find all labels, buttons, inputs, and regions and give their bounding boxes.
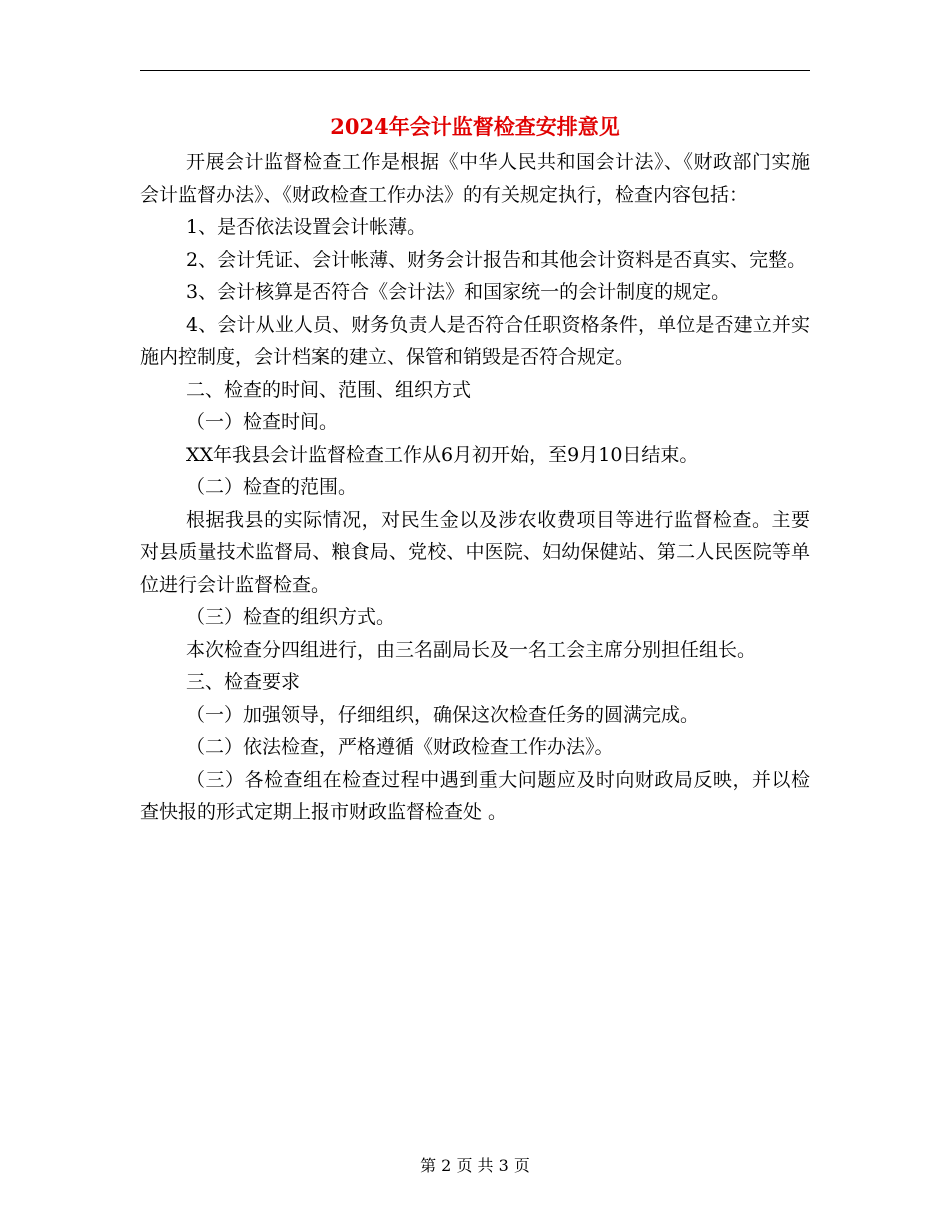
subheading-organization: （三）检查的组织方式。	[186, 606, 396, 628]
paragraph-item-4: 4、会计从业人员、财务负责人是否符合任职资格条件，单位是否建立并实施内控制度，会计档案的建立、保管和销毁是否符合规定。	[140, 313, 810, 368]
paragraph-scope: 根据我县的实际情况，对民生金以及涉农收费项目等进行监督检查。主要对县质量技术监督局、粮食局、党校、中医院、妇幼保健站、第二人民医院等单位进行会计监督检查。	[140, 508, 810, 596]
paragraph-item-2: 2、会计凭证、会计帐薄、财务会计报告和其他会计资料是否真实、完整。	[186, 248, 807, 271]
paragraph-time: XX年我县会计监督检查工作从6月初开始，至9月10日结束。	[186, 443, 699, 466]
header-rule	[140, 70, 810, 71]
section-heading-3: 三、检查要求	[186, 671, 301, 693]
requirement-3: （三）各检查组在检查过程中遇到重大问题应及时向财政局反映，并以检查快报的形式定期上报市财政监督检查处 。	[140, 768, 810, 823]
paragraph-item-3: 3、会计核算是否符合《会计法》和国家统一的会计制度的规定。	[186, 281, 731, 303]
paragraph-item-1: 1、是否依法设置会计帐薄。	[186, 216, 427, 238]
paragraph-intro: 开展会计监督检查工作是根据《中华人民共和国会计法》、《财政部门实施会计监督办法》、《财政检查工作办法》的有关规定执行，检查内容包括：	[140, 151, 810, 206]
page-footer: 第 2 页 共 3 页	[420, 1156, 530, 1175]
subheading-time: （一）检查时间。	[186, 411, 339, 433]
section-heading-2: 二、检查的时间、范围、组织方式	[186, 378, 472, 401]
subheading-scope: （二）检查的范围。	[186, 476, 358, 498]
document-title: 2024年会计监督检查安排意见	[330, 114, 620, 139]
paragraph-organization: 本次检查分四组进行，由三名副局长及一名工会主席分别担任组长。	[186, 638, 757, 661]
requirement-2: （二）依法检查，严格遵循《财政检查工作办法》。	[186, 736, 614, 758]
requirement-1: （一）加强领导，仔细组织，确保这次检查任务的圆满完成。	[186, 703, 700, 726]
document-body	[140, 146, 810, 829]
